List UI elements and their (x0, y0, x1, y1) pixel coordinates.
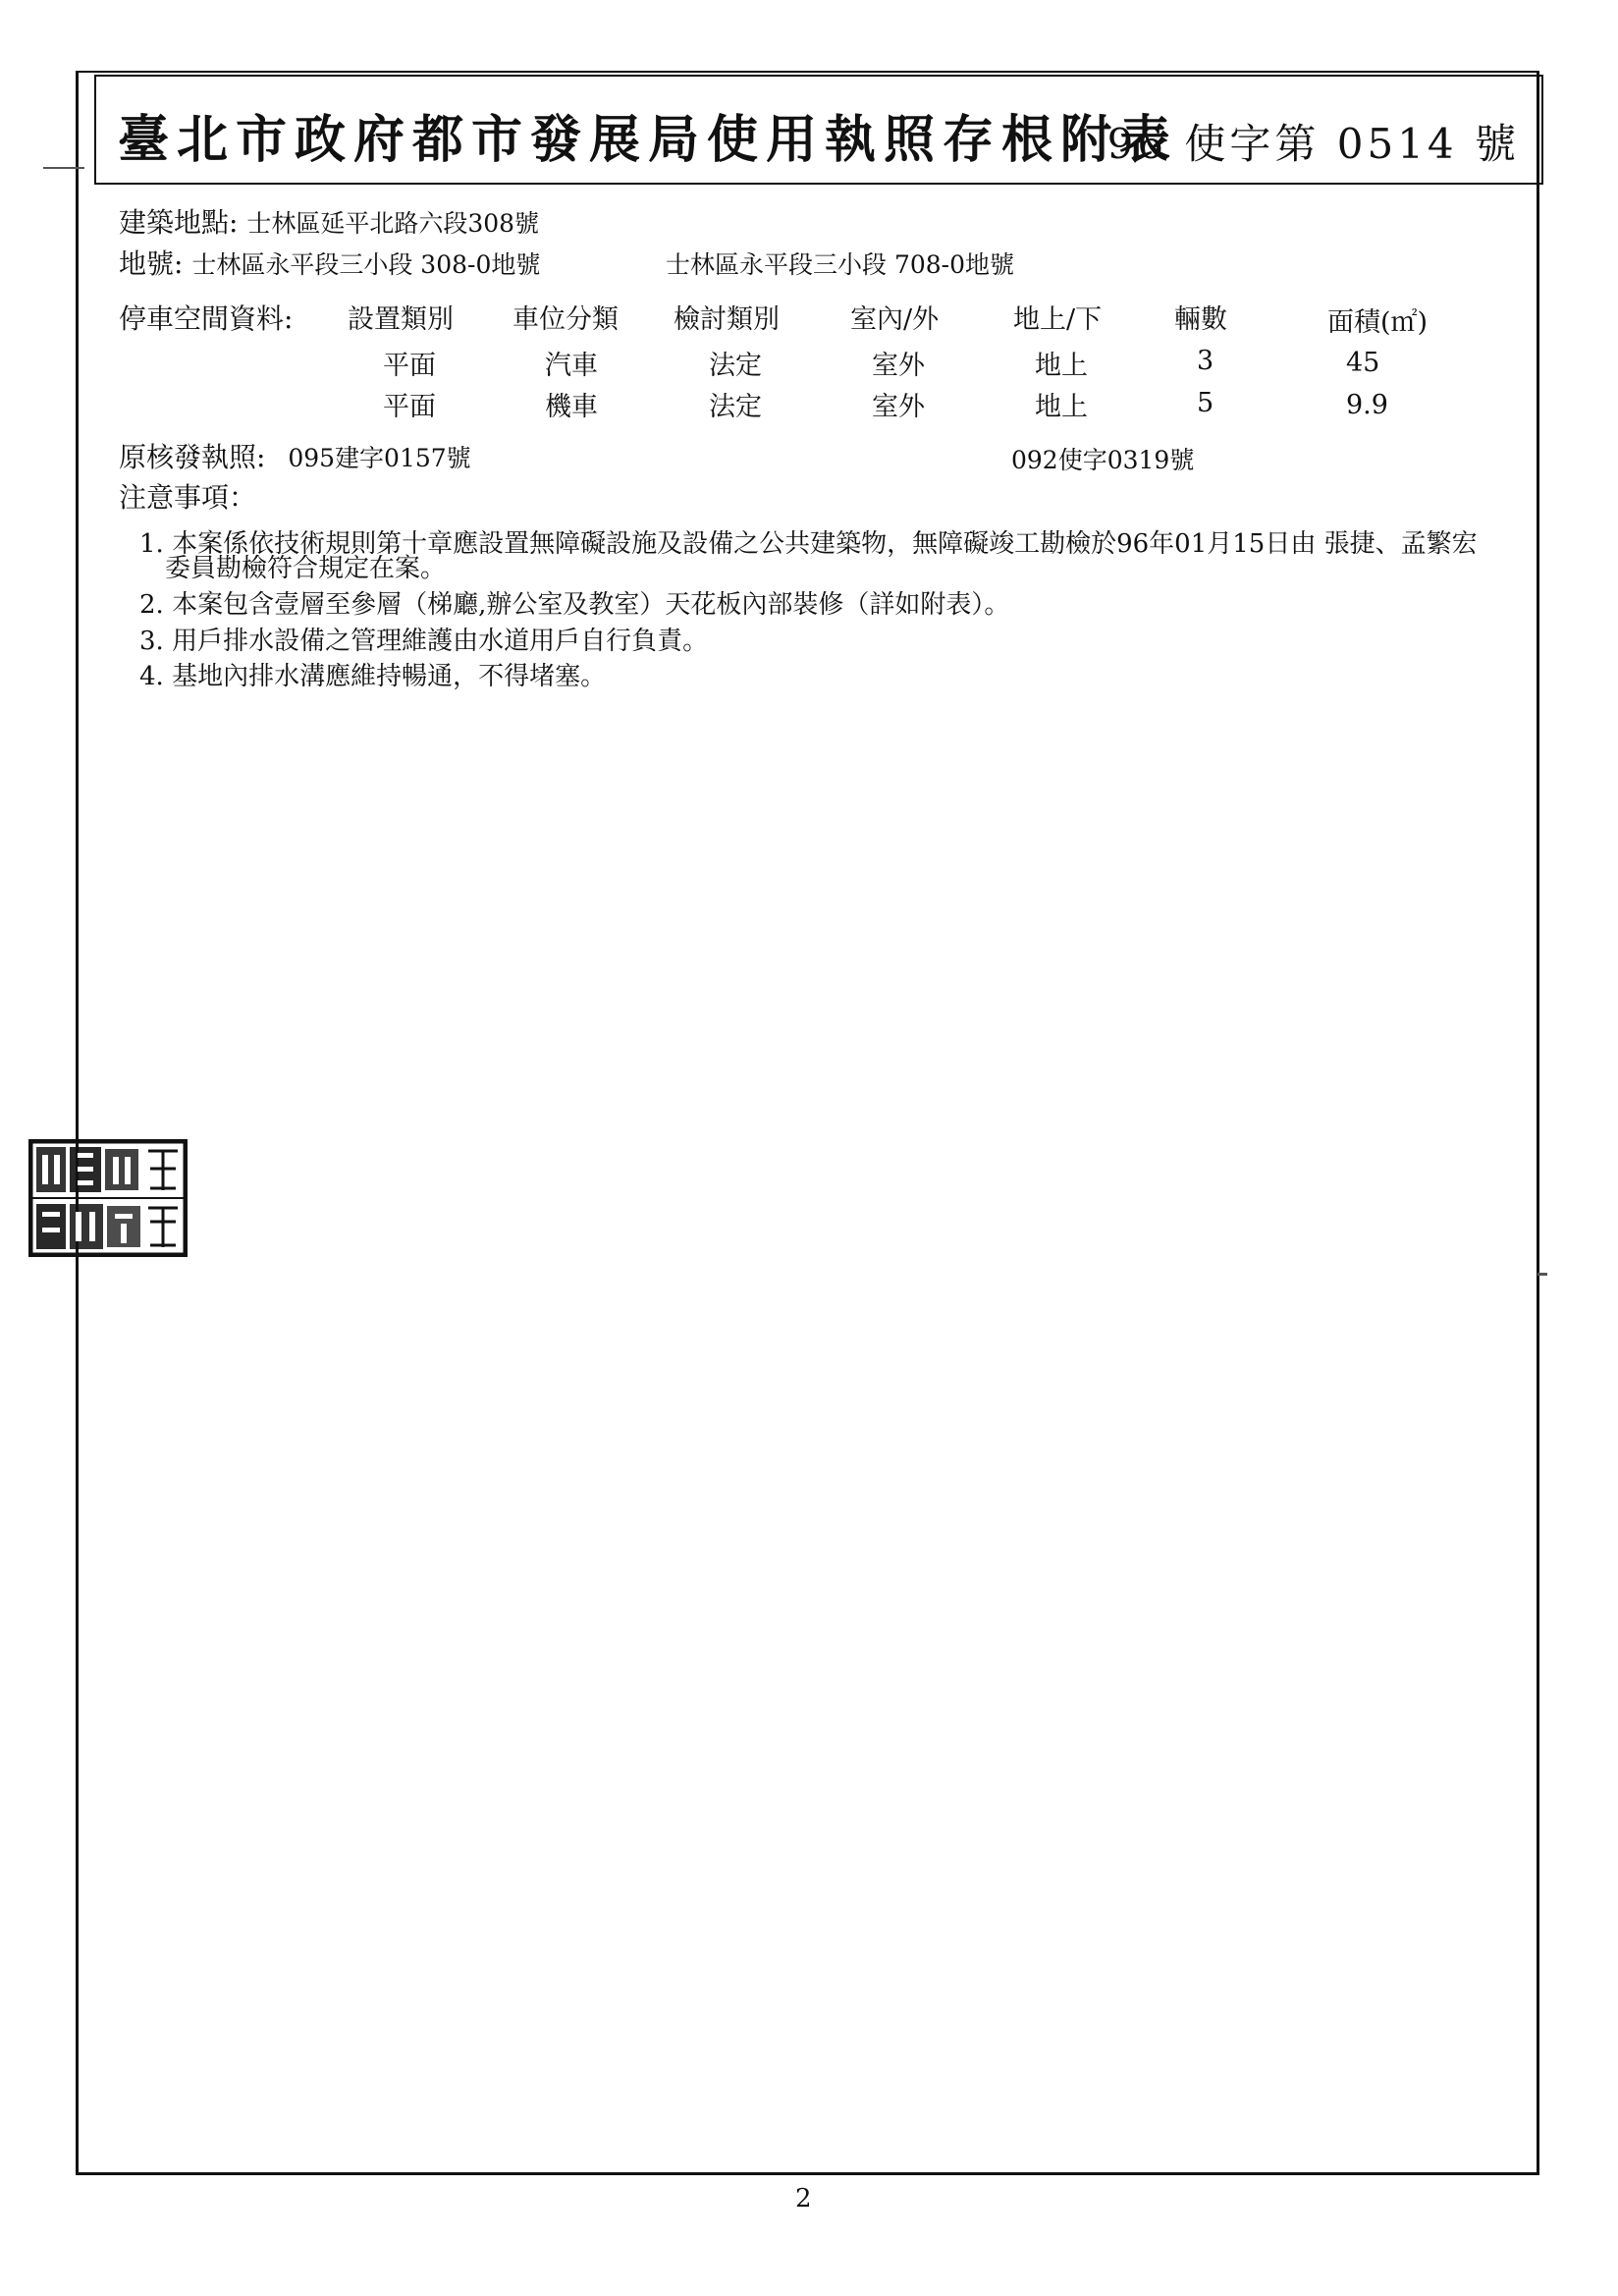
parking-header: 輛數 (1174, 304, 1227, 335)
parking-header: 設置類別 (348, 304, 454, 335)
original-permit-value: 095建字0157號 (288, 444, 471, 472)
address-label: 建築地點: (119, 206, 239, 239)
page-number: 2 (795, 2184, 812, 2214)
parking-header: 檢討類別 (674, 304, 780, 335)
parking-label: 停車空間資料: (119, 302, 294, 335)
table-cell: 平面 (383, 351, 436, 381)
table-cell: 法定 (709, 351, 762, 381)
permit-number: 96 使字第 0514 號 (1106, 120, 1520, 168)
table-cell: 汽車 (545, 351, 598, 381)
lot-label: 地號: (119, 247, 184, 280)
note-item: 2. 本案包含壹層至參層（梯廳,辦公室及教室）天花板內部裝修（詳如附表）。 (139, 590, 1010, 620)
table-cell: 機車 (545, 392, 598, 422)
table-cell: 45 (1346, 348, 1380, 378)
table-cell: 地上 (1035, 392, 1088, 422)
address-row (119, 201, 539, 241)
table-cell: 平面 (383, 392, 436, 422)
original-permit-label: 原核發執照: (119, 441, 266, 473)
page-border (76, 71, 1539, 2175)
scan-mark (1537, 1273, 1547, 1276)
table-cell: 3 (1197, 346, 1214, 376)
table-cell: 9.9 (1346, 390, 1388, 420)
parking-header: 地上/下 (1013, 304, 1103, 335)
lot-value-2: 士林區永平段三小段 708-0地號 (666, 250, 1015, 279)
notes-heading: 注意事項： (119, 481, 257, 514)
lot-value-1: 士林區永平段三小段 308-0地號 (191, 250, 541, 279)
table-cell: 室外 (872, 392, 925, 422)
parking-header: 車位分類 (512, 304, 619, 335)
parking-header: 面積(㎡) (1327, 307, 1429, 338)
document-title: 臺北市政府都市發展局使用執照存根附表 (118, 110, 1179, 170)
note-item: 3. 用戶排水設備之管理維護由水道用戶自行負責。 (139, 627, 709, 656)
scan-mark (43, 167, 84, 169)
original-permit-value-2: 092使字0319號 (1011, 446, 1195, 474)
address-value: 士林區延平北路六段308號 (246, 209, 540, 238)
official-seal (28, 1139, 188, 1257)
lot-row (119, 243, 540, 282)
note-item: 委員勘檢符合規定在案。 (165, 554, 447, 583)
header-box (94, 75, 1543, 185)
table-cell: 法定 (709, 392, 762, 422)
table-cell: 室外 (872, 351, 925, 381)
note-item: 4. 基地內排水溝應維持暢通，不得堵塞。 (139, 662, 607, 691)
parking-header: 室內/外 (850, 304, 940, 335)
original-permit-row (119, 436, 471, 475)
note-item: 1. 本案係依技術規則第十章應設置無障礙設施及設備之公共建築物，無障礙竣工勘檢於96年01月15日由 張捷、孟繁宏 (139, 529, 1478, 559)
table-cell: 5 (1197, 388, 1214, 418)
table-cell: 地上 (1035, 351, 1088, 381)
